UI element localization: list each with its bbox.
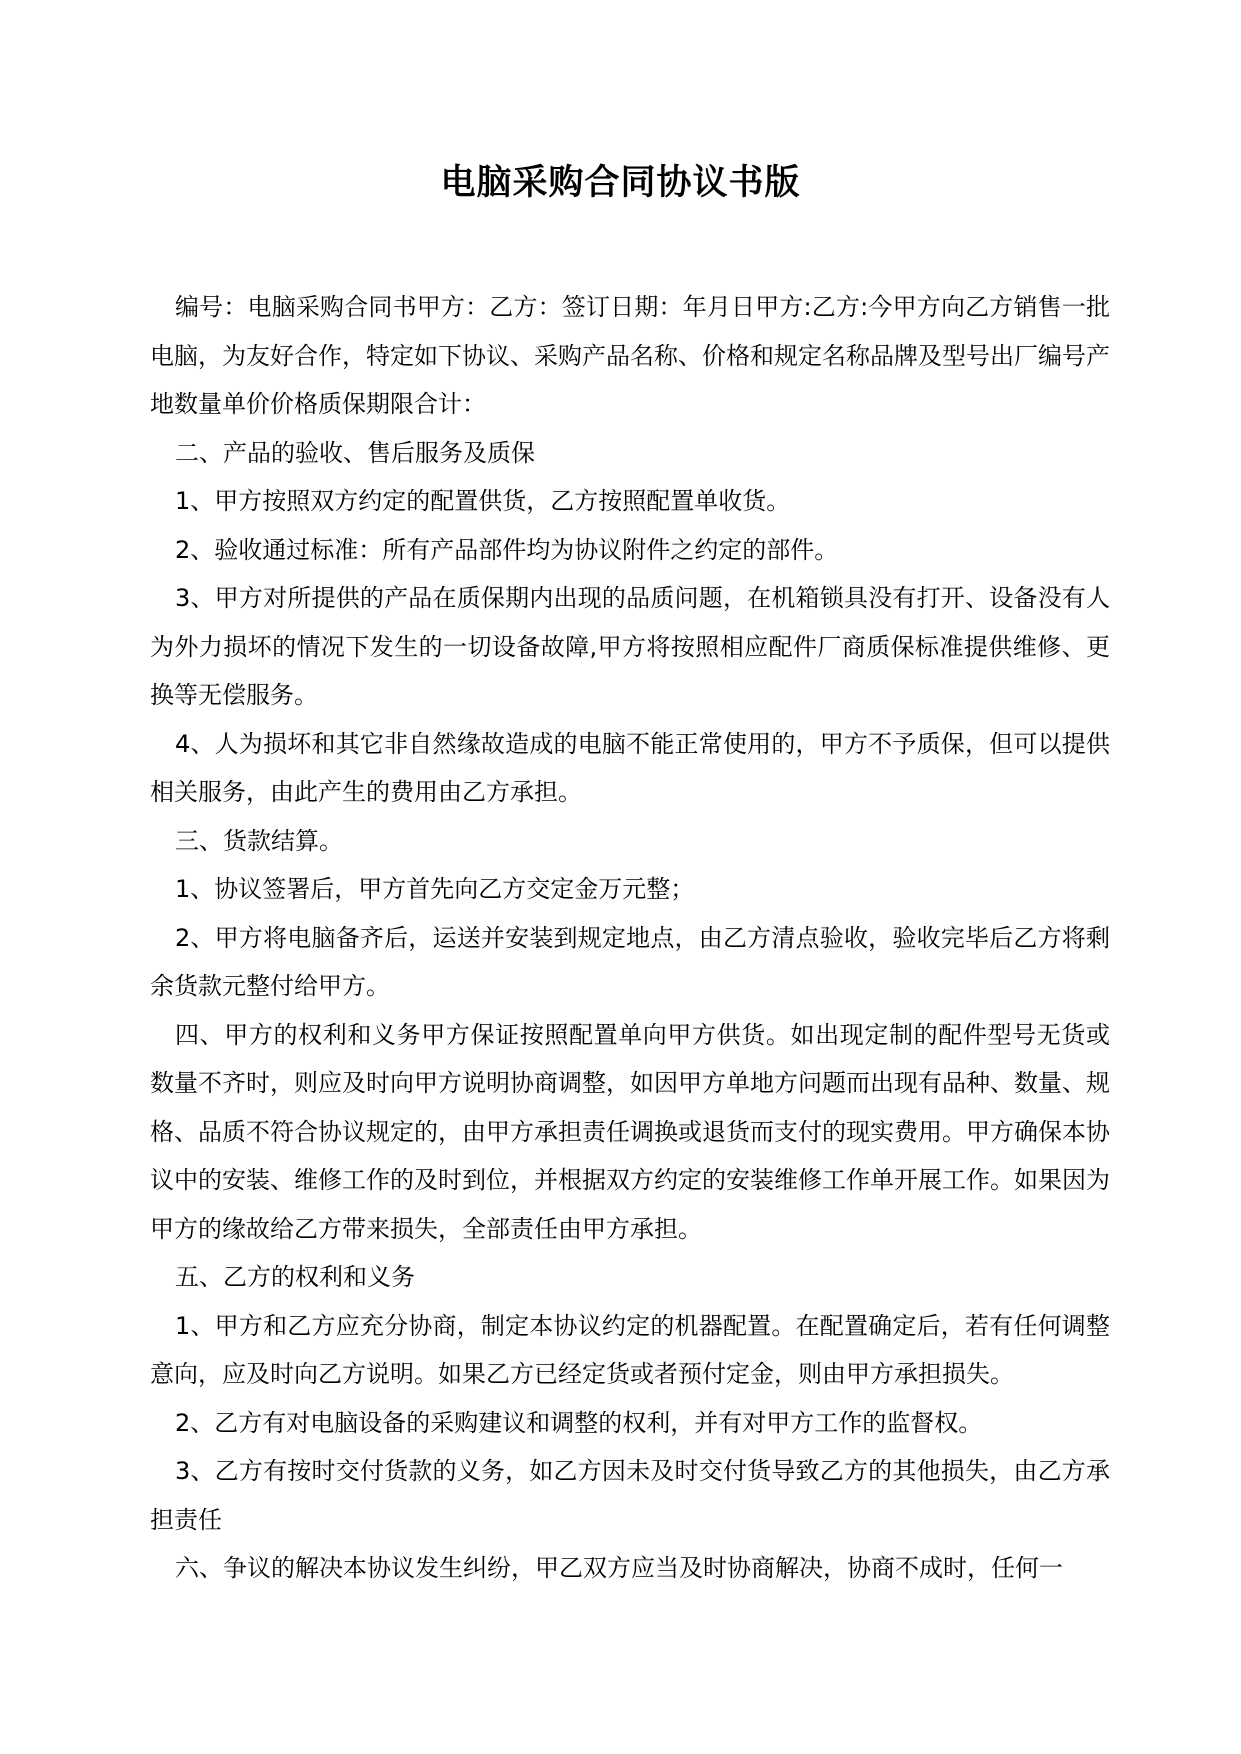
section-party-a-rights: 四、甲方的权利和义务甲方保证按照配置单向甲方供货。如出现定制的配件型号无货或数量不齐时，则应及时向甲方说明协商调整，如因甲方单地方问题而出现有品种、数量、规格、品质不符合协议规定的，由甲方承担责任调换或退货而支付的现实费用。甲方确保本协议中的安装、维修工作的及时到位，并根据双方约定的安装维修工作单开展工作。如果因为甲方的缘故给乙方带来损失，全部责任由甲方承担。	[150, 1020, 1110, 1243]
section-dispute-resolution: 六、争议的解决本协议发生纠纷，甲乙双方应当及时协商解决，协商不成时，任何一	[175, 1554, 1063, 1582]
section-heading-payment: 三、货款结算。	[175, 826, 343, 855]
paragraph-clause: 1、甲方和乙方应充分协商，制定本协议约定的机器配置。在配置确定后，若有任何调整意向，应及时向乙方说明。如果乙方已经定货或者预付定金，则由甲方承担损失。	[150, 1311, 1110, 1388]
paragraph-intro: 编号：电脑采购合同书甲方：乙方：签订日期：年月日甲方:乙方:今甲方向乙方销售一批电脑，为友好合作，特定如下协议、采购产品名称、价格和规定名称品牌及型号出厂编号产地数量单价价格质保期限合计：	[150, 293, 1110, 418]
paragraph-clause: 1、甲方按照双方约定的配置供货，乙方按照配置单收货。	[175, 487, 791, 515]
paragraph-clause: 3、甲方对所提供的产品在质保期内出现的品质问题，在机箱锁具没有打开、设备没有人为外力损坏的情况下发生的一切设备故障,甲方将按照相应配件厂商质保标准提供维修、更换等无偿服务。	[150, 584, 1110, 709]
paragraph-clause: 2、乙方有对电脑设备的采购建议和调整的权利，并有对甲方工作的监督权。	[175, 1408, 983, 1437]
paragraph-clause: 2、验收通过标准：所有产品部件均为协议附件之约定的部件。	[175, 535, 839, 564]
paragraph-clause: 4、人为损坏和其它非自然缘故造成的电脑不能正常使用的，甲方不予质保，但可以提供相关服务，由此产生的费用由乙方承担。	[150, 729, 1110, 806]
paragraph-clause: 1、协议签署后，甲方首先向乙方交定金万元整；	[175, 875, 695, 903]
paragraph-clause: 2、甲方将电脑备齐后，运送并安装到规定地点，由乙方清点验收，验收完毕后乙方将剩余货款元整付给甲方。	[150, 923, 1110, 1000]
document-title: 电脑采购合同协议书版	[440, 163, 801, 203]
section-heading-party-b-rights: 五、乙方的权利和义务	[175, 1263, 415, 1291]
section-heading-acceptance: 二、产品的验收、售后服务及质保	[175, 438, 535, 467]
paragraph-clause: 3、乙方有按时交付货款的义务，如乙方因未及时交付货导致乙方的其他损失，由乙方承担责任	[150, 1457, 1110, 1534]
document-body	[150, 283, 1110, 1593]
